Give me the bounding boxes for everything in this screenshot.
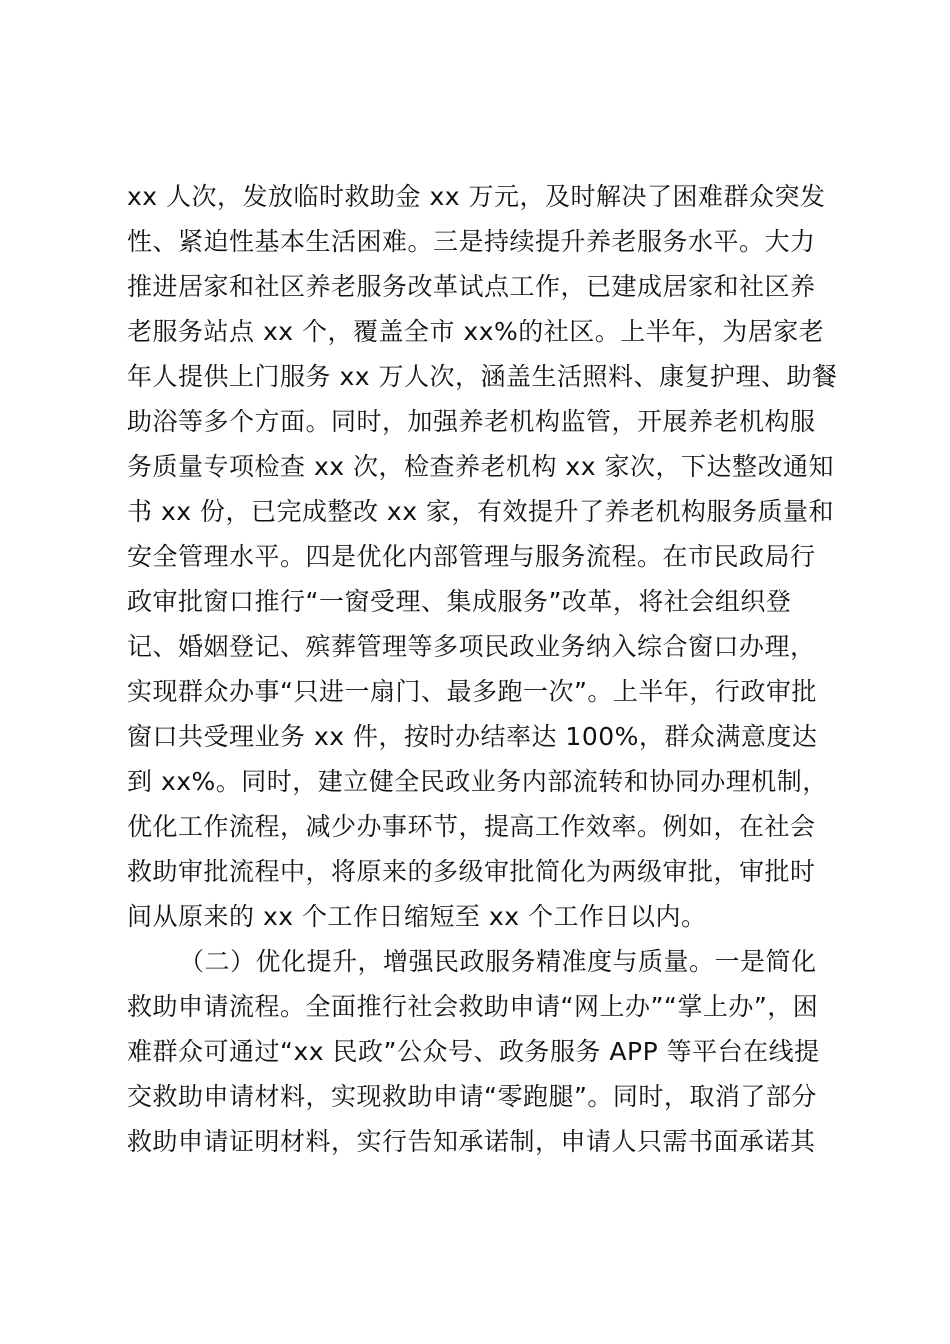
text-line: 助浴等多个方面。同时，加强养老机构监管，开展养老机构服 [127, 407, 816, 436]
text-line: 记、婚姻登记、殡葬管理等多项民政业务纳入综合窗口办理， [127, 632, 816, 661]
text-line: 窗口共受理业务 xx 件，按时办结率达 100%，群众满意度达 [127, 722, 818, 751]
text-line: 救助审批流程中，将原来的多级审批简化为两级审批，审批时 [127, 857, 816, 886]
text-line: 年人提供上门服务 xx 万人次，涵盖生活照料、康复护理、助餐 [127, 362, 838, 391]
body-text [127, 174, 847, 1164]
text-line: 政审批窗口推行“一窗受理、集成服务”改革，将社会组织登 [127, 587, 792, 616]
text-line: 交救助申请材料，实现救助申请“零跑腿”。同时，取消了部分 [127, 1082, 817, 1111]
text-line: 推进居家和社区养老服务改革试点工作，已建成居家和社区养 [127, 272, 816, 301]
text-line: 优化工作流程，减少办事环节，提高工作效率。例如，在社会 [127, 812, 816, 841]
text-line: 务质量专项检查 xx 次，检查养老机构 xx 家次，下达整改通知 [127, 452, 834, 481]
text-line: xx 人次，发放临时救助金 xx 万元，及时解决了困难群众突发 [127, 182, 826, 211]
text-line: 救助申请证明材料，实行告知承诺制，申请人只需书面承诺其 [127, 1127, 816, 1156]
section-heading-line: （二）优化提升，增强民政服务精准度与质量。一是简化 [179, 947, 817, 976]
text-line: 书 xx 份，已完成整改 xx 家，有效提升了养老机构服务质量和 [127, 497, 834, 526]
text-line: 安全管理水平。四是优化内部管理与服务流程。在市民政局行 [127, 542, 816, 571]
text-line: 救助申请流程。全面推行社会救助申请“网上办”“掌上办”，困 [127, 992, 819, 1021]
text-line: 间从原来的 xx 个工作日缩短至 xx 个工作日以内。 [127, 902, 707, 931]
text-line: 老服务站点 xx 个，覆盖全市 xx%的社区。上半年，为居家老 [127, 317, 825, 346]
text-line: 性、紧迫性基本生活困难。三是持续提升养老服务水平。大力 [127, 227, 816, 256]
text-line: 到 xx%。同时，建立健全民政业务内部流转和协同办理机制， [127, 767, 828, 796]
text-line: 难群众可通过“xx 民政”公众号、政务服务 APP 等平台在线提 [127, 1037, 820, 1066]
text-line: 实现群众办事“只进一扇门、最多跑一次”。上半年，行政审批 [127, 677, 817, 706]
